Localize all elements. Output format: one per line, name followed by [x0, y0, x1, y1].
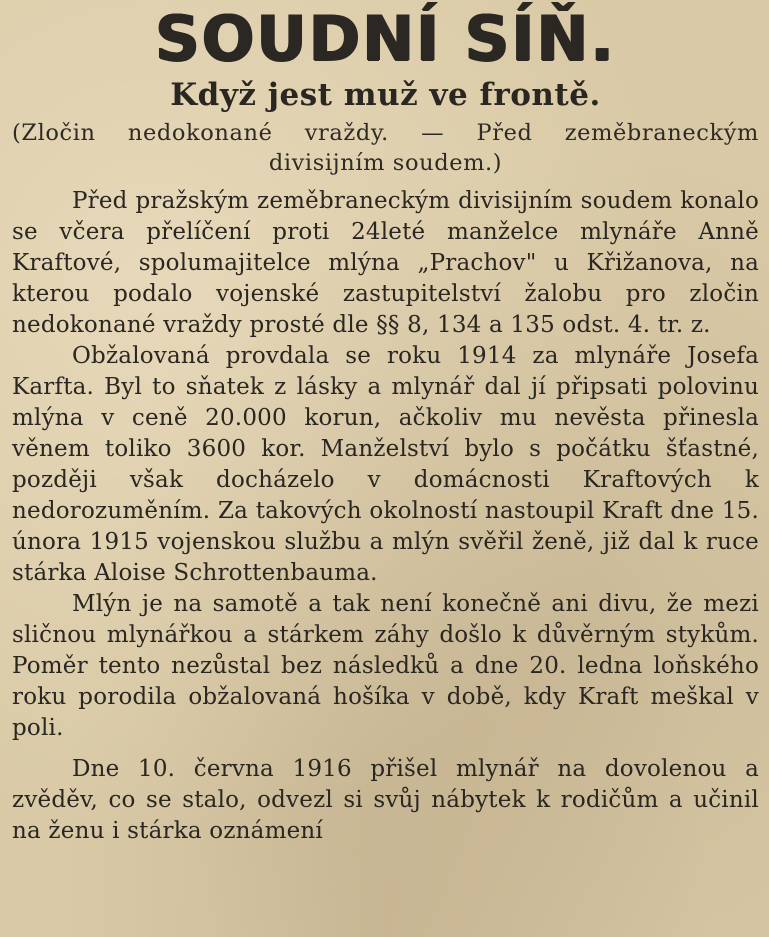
article-paragraph-4: Dne 10. června 1916 přišel mlynář na dovolenou a zvěděv, co se stalo, odvezl si svůj nábytek k rodičům a učinil na ženu i stárka oznámení [12, 756, 759, 844]
article-body [12, 186, 759, 847]
article-subhead: (Zločin nedokonané vraždy. — Před zeměbraneckým divisijním soudem.) [12, 120, 759, 176]
article-paragraph-1: Před pražským zeměbraneckým divisijním soudem konalo se včera přelíčení proti 24leté manželce mlynáře Anně Kraftové, spolumajitelce mlýna „Prachov" u Křižanova, na kterou podalo vojenské zastupitelství žalobu pro zločin nedokonané vraždy prosté dle §§ 8, 134 a 135 odst. 4. tr. z. [12, 188, 759, 338]
section-masthead: SOUDNÍ SÍŇ. [155, 2, 616, 75]
article-paragraph-3: Mlýn je na samotě a tak není konečně ani divu, že mezi sličnou mlynářkou a stárkem záhy došlo k důvěrným stykům. Poměr tento nezůstal bez následků a dne 20. ledna loňského roku porodila obžalovaná hošíka v době, kdy Kraft meškal v poli. [12, 591, 759, 741]
article-headline: Když jest muž ve frontě. [170, 77, 601, 113]
article-paragraph-2: Obžalovaná provdala se roku 1914 za mlynáře Josefa Karfta. Byl to sňatek z lásky a mlynář dal jí připsati polovinu mlýna v ceně 20.000 korun, ačkoliv mu nevěsta přinesla věnem toliko 3600 kor. Manželství bylo s počátku šťastné, později však docházelo v domácnosti Kraftových k nedorozuměním. Za takových okolností nastoupil Kraft dne 15. února 1915 vojenskou službu a mlýn svěřil ženě, již dal k ruce stárka Aloise Schrottenbauma. [12, 343, 759, 586]
